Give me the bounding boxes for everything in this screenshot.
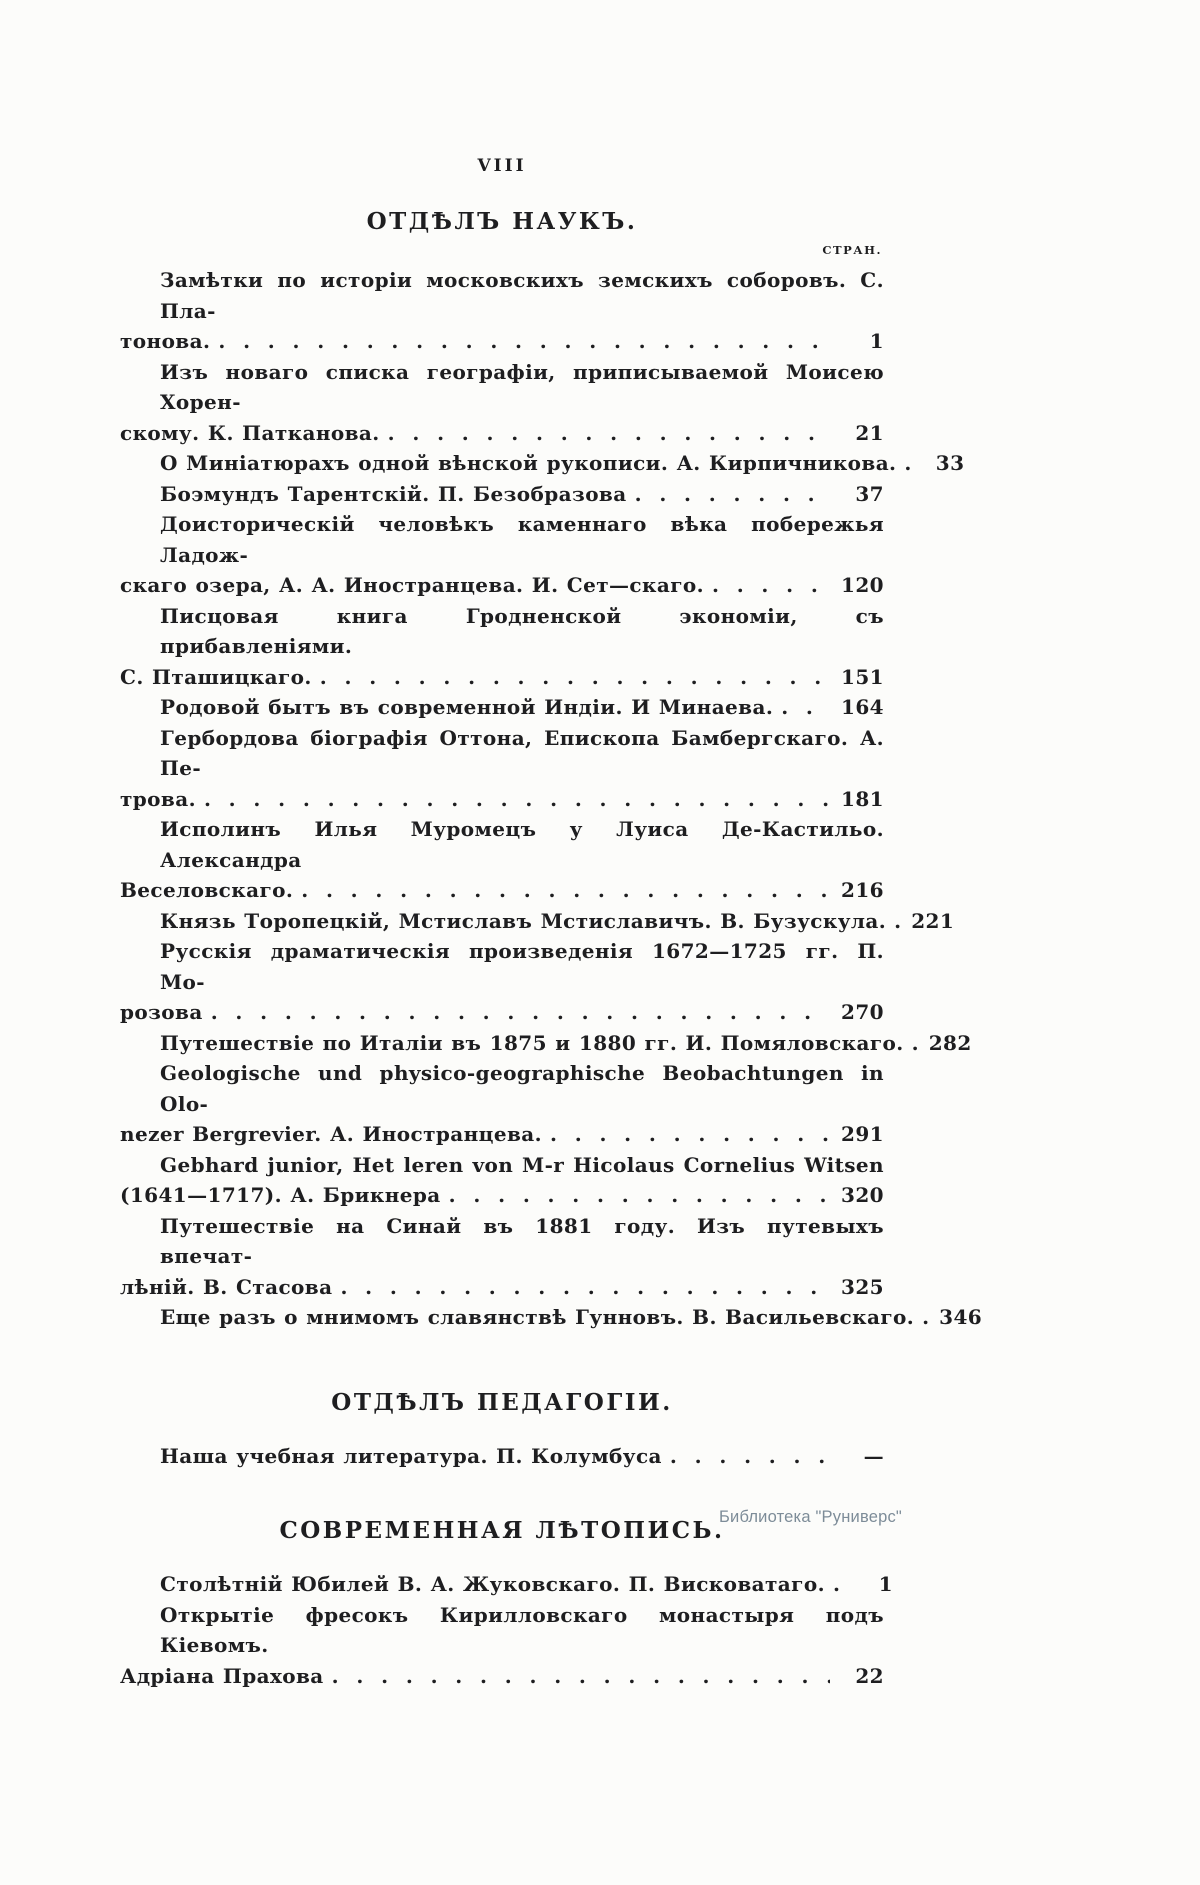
page-ref: 120 xyxy=(841,573,884,597)
toc-line: Писцовая книга Гродненской экономіи, съ прибавленіями. xyxy=(160,603,884,658)
page-content xyxy=(120,0,983,1691)
dot-leader xyxy=(301,875,830,906)
toc-line xyxy=(120,326,884,357)
toc-entry-text: Столѣтній Юбилей В. А. Жуковскаго. П. Висковатаго. xyxy=(160,1572,825,1596)
toc-entry xyxy=(120,1441,884,1472)
page-ref: — xyxy=(863,1443,884,1468)
toc-entry-text: nezer Bergrevier. А. Иностранцева. xyxy=(120,1122,542,1146)
toc-entry xyxy=(120,357,884,449)
toc-entry xyxy=(120,692,884,723)
page-ref: 291 xyxy=(841,1122,884,1146)
page-ref: 270 xyxy=(841,1000,884,1024)
toc-line xyxy=(120,875,884,906)
dot-leader xyxy=(320,662,830,693)
toc-entry xyxy=(120,601,884,693)
dot-leader xyxy=(204,784,830,815)
page-ref: 181 xyxy=(841,786,884,811)
dot-leader xyxy=(833,1569,839,1600)
dot-leader xyxy=(550,1119,830,1150)
dot-leader xyxy=(388,418,830,449)
section-title-pedagogy: ОТДѢЛЪ ПЕДАГОГІИ. xyxy=(331,1388,673,1416)
toc-line: Русскія драматическія произведенія 1672—1725 гг. П. Мо- xyxy=(160,939,884,994)
toc-entry-text: розова xyxy=(120,1000,203,1024)
dot-leader xyxy=(218,326,830,357)
toc-entry-text: С. Пташицкаго. xyxy=(120,664,312,689)
toc-entry xyxy=(120,509,884,601)
page-ref: 320 xyxy=(841,1183,884,1207)
toc-line xyxy=(120,1661,884,1692)
dot-leader xyxy=(781,692,830,723)
toc-entry xyxy=(120,906,955,937)
toc-line: Путешествіе на Синай въ 1881 году. Изъ путевыхъ впечат- xyxy=(160,1213,884,1268)
toc-entry xyxy=(120,448,965,479)
toc-line xyxy=(120,1569,893,1600)
toc-entry xyxy=(120,1211,884,1303)
toc-line xyxy=(120,418,884,449)
column-header-stran: СТРАН. xyxy=(822,243,882,257)
toc-line xyxy=(120,662,884,693)
toc-entry-text: тонова. xyxy=(120,329,211,353)
toc-line: Замѣтки по исторіи московскихъ земскихъ соборовъ. С. Пла- xyxy=(160,268,884,323)
page-ref: 22 xyxy=(855,1663,884,1688)
toc-entry-text: скому. К. Патканова. xyxy=(120,420,380,445)
page-ref: 282 xyxy=(928,1030,972,1055)
toc-entry xyxy=(120,1150,884,1211)
toc-entry-text: скаго озера, А. А. Иностранцева. И. Сет—скаго. xyxy=(120,573,704,597)
toc-line xyxy=(120,570,884,601)
dot-leader xyxy=(904,448,910,479)
toc-line: Geologische und physico-geographische Beobachtungen in Olo- xyxy=(160,1061,884,1116)
page-ref: 37 xyxy=(855,481,884,506)
toc-line xyxy=(120,997,884,1028)
page-ref: 216 xyxy=(841,878,884,902)
toc-line: Изъ новаго списка географіи, приписываемой Моисею Хорен- xyxy=(160,359,884,414)
page-ref: 221 xyxy=(911,908,955,933)
page-ref: 21 xyxy=(855,420,884,445)
dot-leader xyxy=(894,906,900,937)
toc-line xyxy=(120,784,884,815)
toc-line xyxy=(120,1180,884,1211)
toc-line xyxy=(120,692,884,723)
toc-section-pedagogy xyxy=(120,1441,884,1472)
dot-leader xyxy=(670,1441,830,1472)
toc-entry-text: Веселовскаго. xyxy=(120,878,294,902)
toc-entry xyxy=(120,1302,983,1333)
toc-line xyxy=(120,1441,884,1472)
toc-line: Открытіе фресокъ Кирилловскаго монастыря подъ Кіевомъ. xyxy=(160,1602,884,1657)
page-ref: 33 xyxy=(935,451,965,475)
dot-leader xyxy=(922,1302,928,1333)
toc-line xyxy=(120,1119,884,1150)
toc-entry-text: О Миніатюрахъ одной вѣнской рукописи. А. Кирпичникова. xyxy=(160,451,897,475)
page-ref: 346 xyxy=(939,1305,983,1329)
toc-section-chronicle xyxy=(120,1569,893,1691)
toc-line xyxy=(120,1028,972,1059)
dot-leader xyxy=(449,1180,830,1211)
dot-leader xyxy=(912,1028,918,1059)
toc-line xyxy=(120,1302,983,1333)
page-ref: 151 xyxy=(841,664,884,689)
toc-entry-text: Наша учебная литература. П. Колумбуса xyxy=(160,1443,662,1468)
toc-line xyxy=(120,448,965,479)
toc-entry xyxy=(120,814,884,906)
toc-section-sciences xyxy=(120,265,983,1333)
library-watermark: Библиотека "Руниверс" xyxy=(719,1508,902,1526)
toc-entry xyxy=(120,1600,884,1692)
page-ref: 325 xyxy=(841,1274,884,1299)
toc-entry-text: Адріана Прахова xyxy=(120,1663,324,1688)
toc-entry-text: Князь Торопецкій, Мстиславъ Мстиславичъ. В. Бузускула. xyxy=(160,908,887,933)
dot-leader xyxy=(635,479,830,510)
dot-leader xyxy=(340,1272,830,1303)
page-ref: 1 xyxy=(869,329,884,353)
toc-line: Gebhard junior, Het leren von M-r Hicolaus Cornelius Witsen xyxy=(160,1152,884,1177)
toc-entry-text: Еще разъ о мнимомъ славянствѣ Гунновъ. В. Васильевскаго. xyxy=(160,1305,915,1329)
toc-entry xyxy=(120,479,884,510)
toc-line: Гербордова біографія Оттона, Епископа Бамбергскаго. А. Пе- xyxy=(160,725,884,780)
toc-entry-text: (1641—1717). А. Брикнера xyxy=(120,1183,441,1207)
toc-entry xyxy=(120,1028,972,1059)
toc-line: Исполинъ Илья Муромецъ у Луиса Де-Кастильо. Александра xyxy=(160,817,884,872)
toc-entry-text: трова. xyxy=(120,786,196,811)
toc-line: Доисторическій человѣкъ каменнаго вѣка побережья Ладож- xyxy=(160,512,884,567)
toc-entry xyxy=(120,723,884,815)
toc-line xyxy=(120,479,884,510)
dot-leader xyxy=(332,1661,830,1692)
dot-leader xyxy=(712,570,830,601)
toc-line xyxy=(120,1272,884,1303)
toc-line xyxy=(120,906,955,937)
toc-entry xyxy=(120,1058,884,1150)
toc-entry-text: Боэмундъ Тарентскій. П. Безобразова xyxy=(160,481,627,506)
dot-leader xyxy=(211,997,830,1028)
toc-entry xyxy=(120,265,884,357)
page-ref: 1 xyxy=(878,1572,893,1596)
toc-entry-text: лѣній. В. Стасова xyxy=(120,1274,333,1299)
folio-page-number: VIII xyxy=(477,156,527,176)
toc-entry xyxy=(120,1569,893,1600)
toc-entry-text: Путешествіе по Италіи въ 1875 и 1880 гг. И. Помяловскаго. xyxy=(160,1030,904,1055)
toc-entry-text: Родовой бытъ въ современной Индіи. И Минаева. xyxy=(160,695,774,719)
section-title-chronicle: СОВРЕМЕННАЯ ЛѢТОПИСЬ. xyxy=(279,1517,725,1544)
toc-entry xyxy=(120,936,884,1028)
page-ref: 164 xyxy=(841,695,884,719)
section-title-sciences: ОТДѢЛЪ НАУКЪ. xyxy=(366,208,638,235)
